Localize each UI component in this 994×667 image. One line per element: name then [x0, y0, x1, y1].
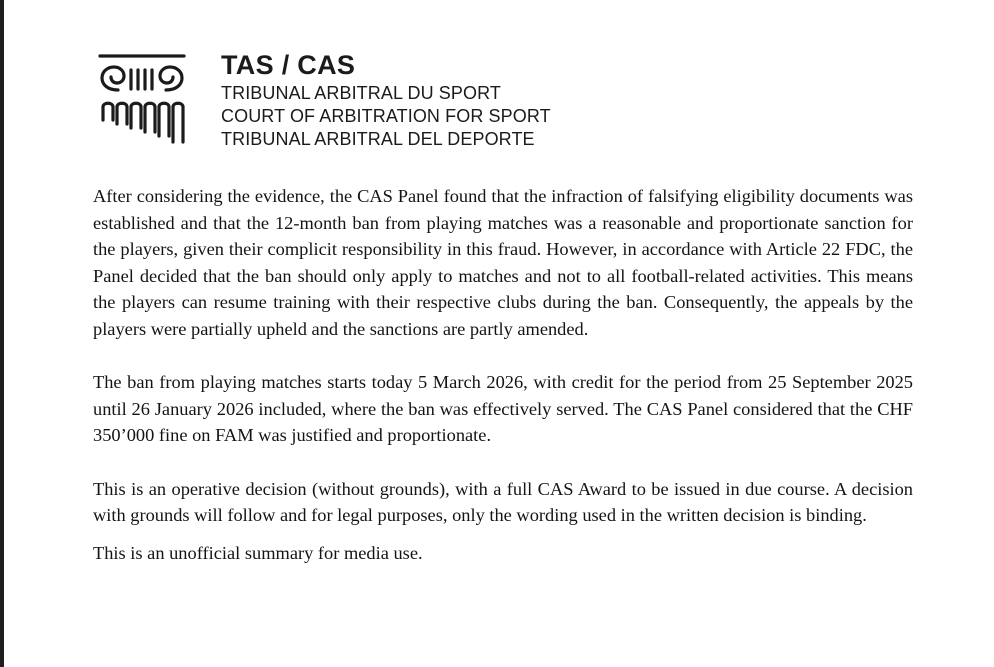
paragraph-operative-decision: This is an operative decision (without grounds), with a full CAS Award to be issued in due course. A decision with grounds will follow and for legal purposes, only the wording used in the written decision is binding.	[93, 478, 913, 525]
brand-line-english: COURT OF ARBITRATION FOR SPORT	[221, 106, 551, 126]
document-body	[93, 183, 913, 566]
window-edge-divider	[0, 0, 4, 667]
letterhead	[98, 50, 598, 150]
brand-title: TAS / CAS	[221, 50, 356, 80]
cas-columns-logo-icon	[98, 50, 186, 148]
brand-line-spanish: TRIBUNAL ARBITRAL DEL DEPORTE	[221, 129, 535, 149]
paragraph-media-disclaimer: This is an unofficial summary for media use.	[93, 542, 423, 563]
letterhead-brand	[221, 50, 551, 151]
paragraph-ban-details: The ban from playing matches starts today 5 March 2026, with credit for the period from 25 September 2025 until 26 January 2026 included, where the ban was effectively served. The CAS Panel considered that the CHF 350’000 fine on FAM was justified and proportionate.	[93, 372, 913, 445]
paragraph-panel-findings: After considering the evidence, the CAS Panel found that the infraction of falsifying eligibility documents was established and that the 12-month ban from playing matches was a reasonable and proportionate sanction for the players, given their complicit responsibility in this fraud. However, in accordance with Article 22 FDC, the Panel decided that the ban should only apply to matches and not to all football-related activities. This means the players can resume training with their respective clubs during the ban. Consequently, the appeals by the players were partially upheld and the sanctions are partly amended.	[93, 186, 913, 339]
brand-line-french: TRIBUNAL ARBITRAL DU SPORT	[221, 83, 501, 103]
